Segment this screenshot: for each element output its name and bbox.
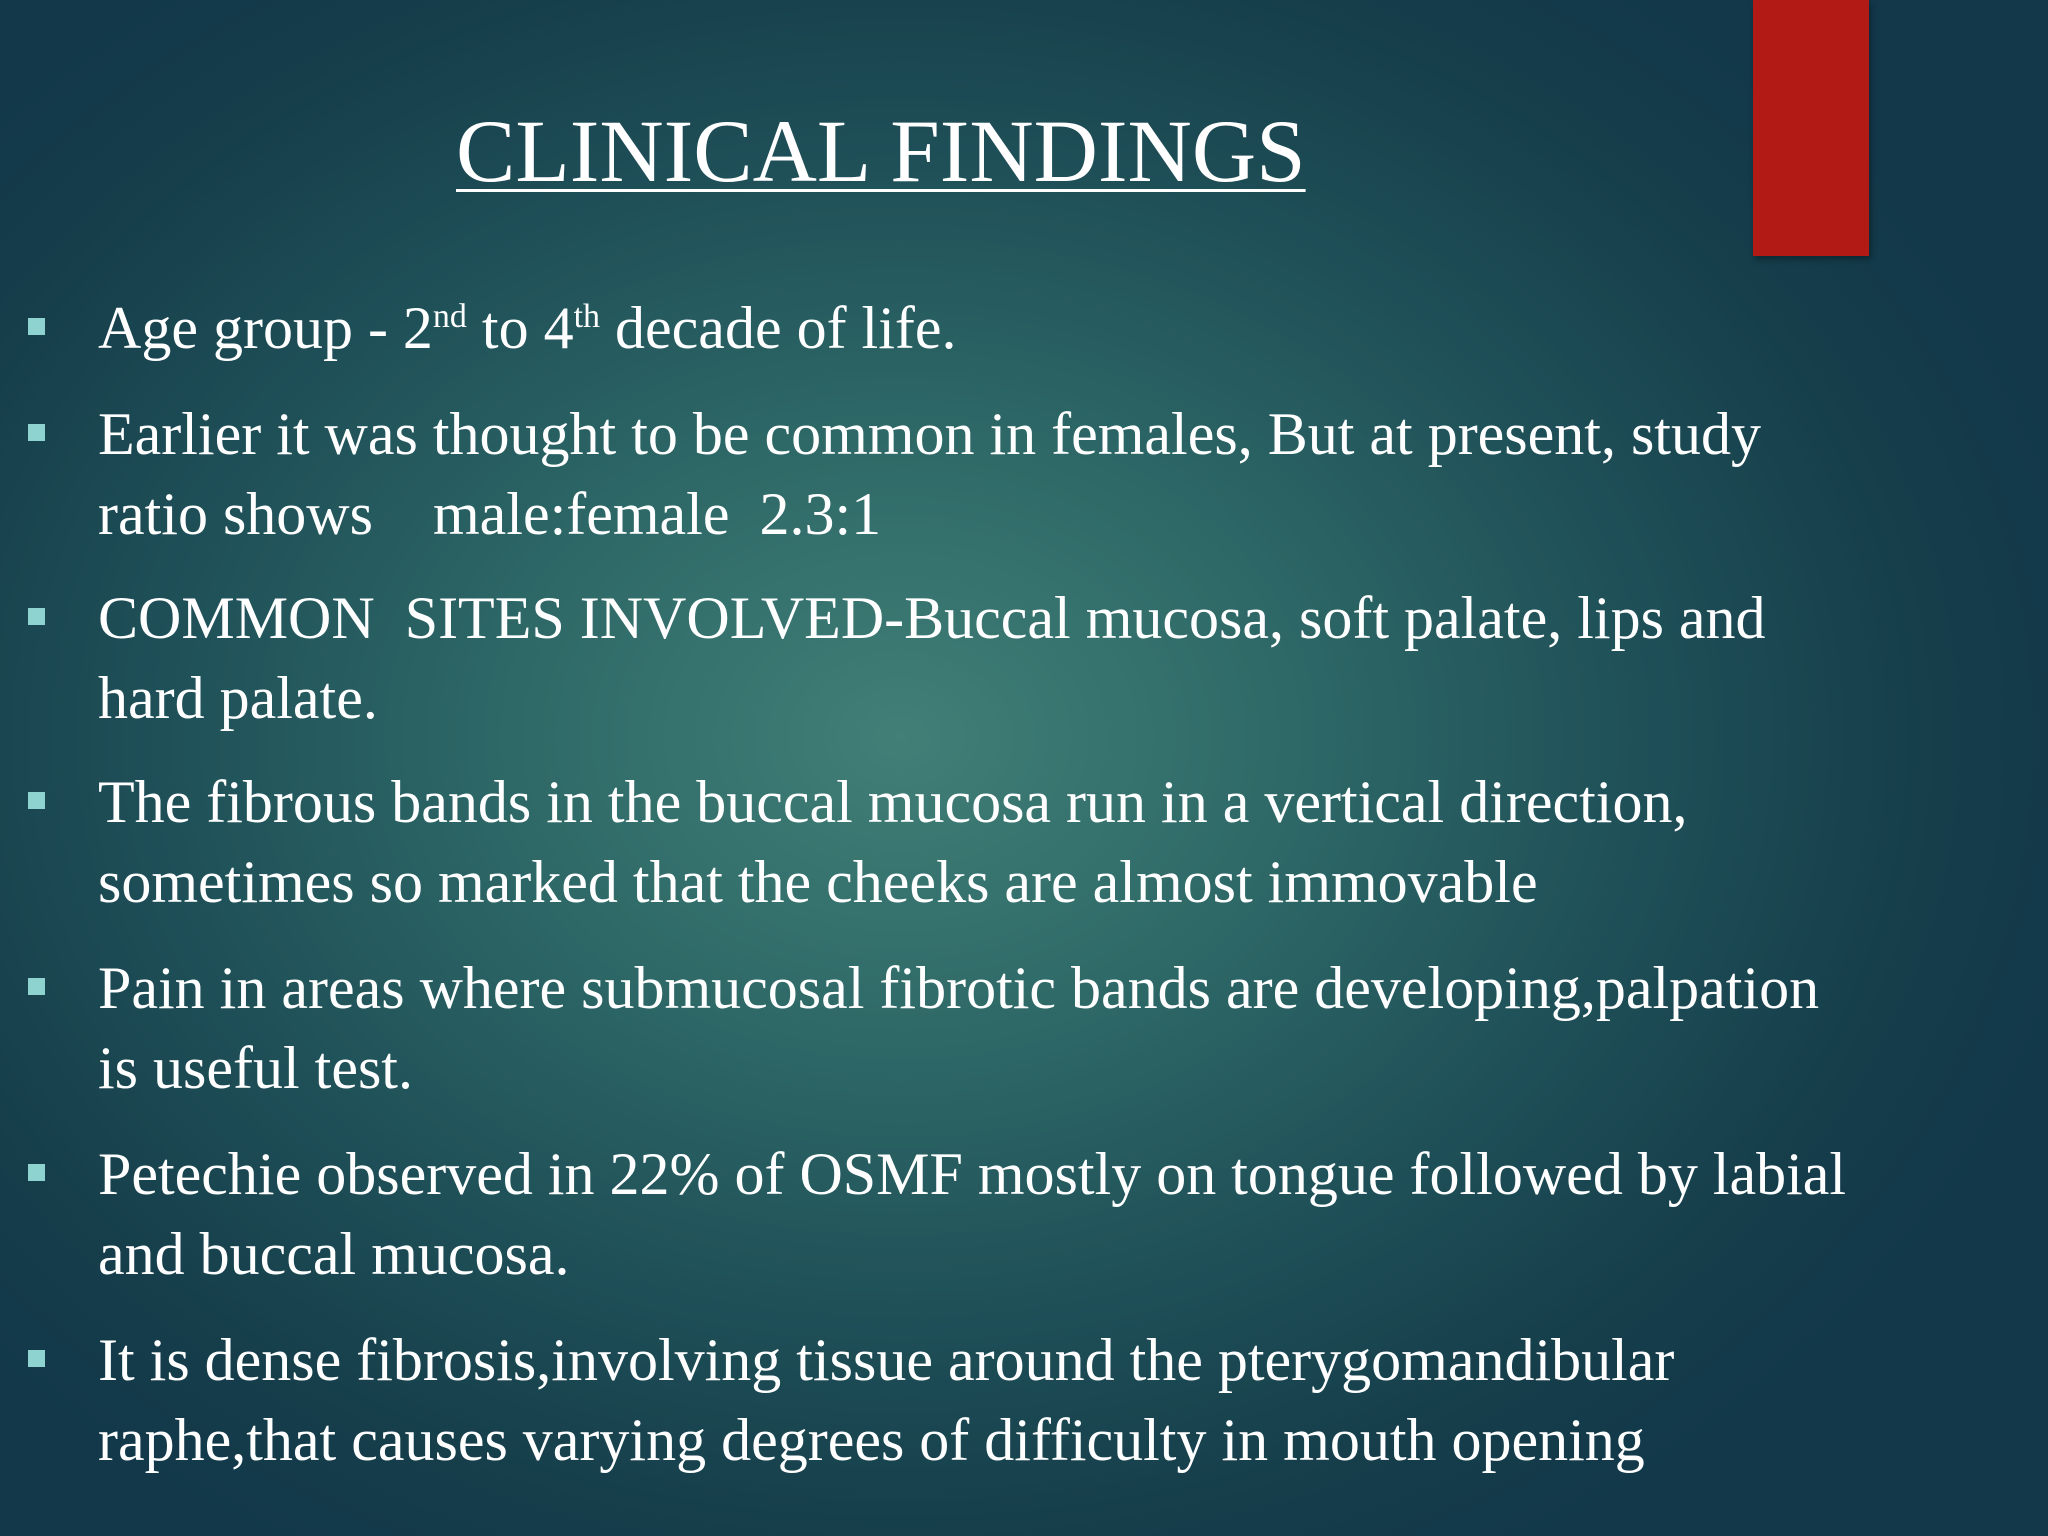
bullet-text: Pain in areas where submucosal fibrotic bands are developing,palpation is useful test. — [98, 955, 1820, 1101]
bullet-text: It is dense fibrosis,involving tissue around the pterygomandibular raphe,that causes varying degrees of difficulty in mouth opening — [98, 1327, 1675, 1473]
bullet-item-pain — [98, 948, 2018, 1108]
bullet-square-icon — [28, 608, 45, 625]
bullet-item-petechie — [98, 1134, 2018, 1294]
bullet-square-icon — [28, 424, 45, 441]
accent-bar — [1753, 0, 1869, 256]
bullet-item-dense-fibrosis — [98, 1320, 2018, 1480]
bullet-text: Age group - 2nd to 4th decade of life. — [98, 295, 957, 361]
bullet-text: Earlier it was thought to be common in females, But at present, study ratio shows male:female 2.3:1 — [98, 401, 1761, 547]
slide-title: CLINICAL FINDINGS — [456, 103, 1306, 201]
bullet-square-icon — [28, 1350, 45, 1367]
bullet-square-icon — [28, 1164, 45, 1181]
bullet-text: Petechie observed in 22% of OSMF mostly on tongue followed by labial and buccal mucosa. — [98, 1141, 1847, 1287]
bullet-square-icon — [28, 318, 45, 335]
bullet-text: The fibrous bands in the buccal mucosa run in a vertical direction, sometimes so marked that the cheeks are almost immovable — [98, 769, 1688, 915]
bullet-square-icon — [28, 792, 45, 809]
bullet-item-sex-ratio — [98, 394, 2018, 554]
bullet-square-icon — [28, 978, 45, 995]
bullet-text: COMMON SITES INVOLVED-Buccal mucosa, soft palate, lips and hard palate. — [98, 585, 1766, 731]
bullet-item-fibrous-bands — [98, 762, 2018, 922]
bullet-item-common-sites — [98, 578, 2018, 738]
bullet-item-age-group — [98, 288, 2018, 368]
